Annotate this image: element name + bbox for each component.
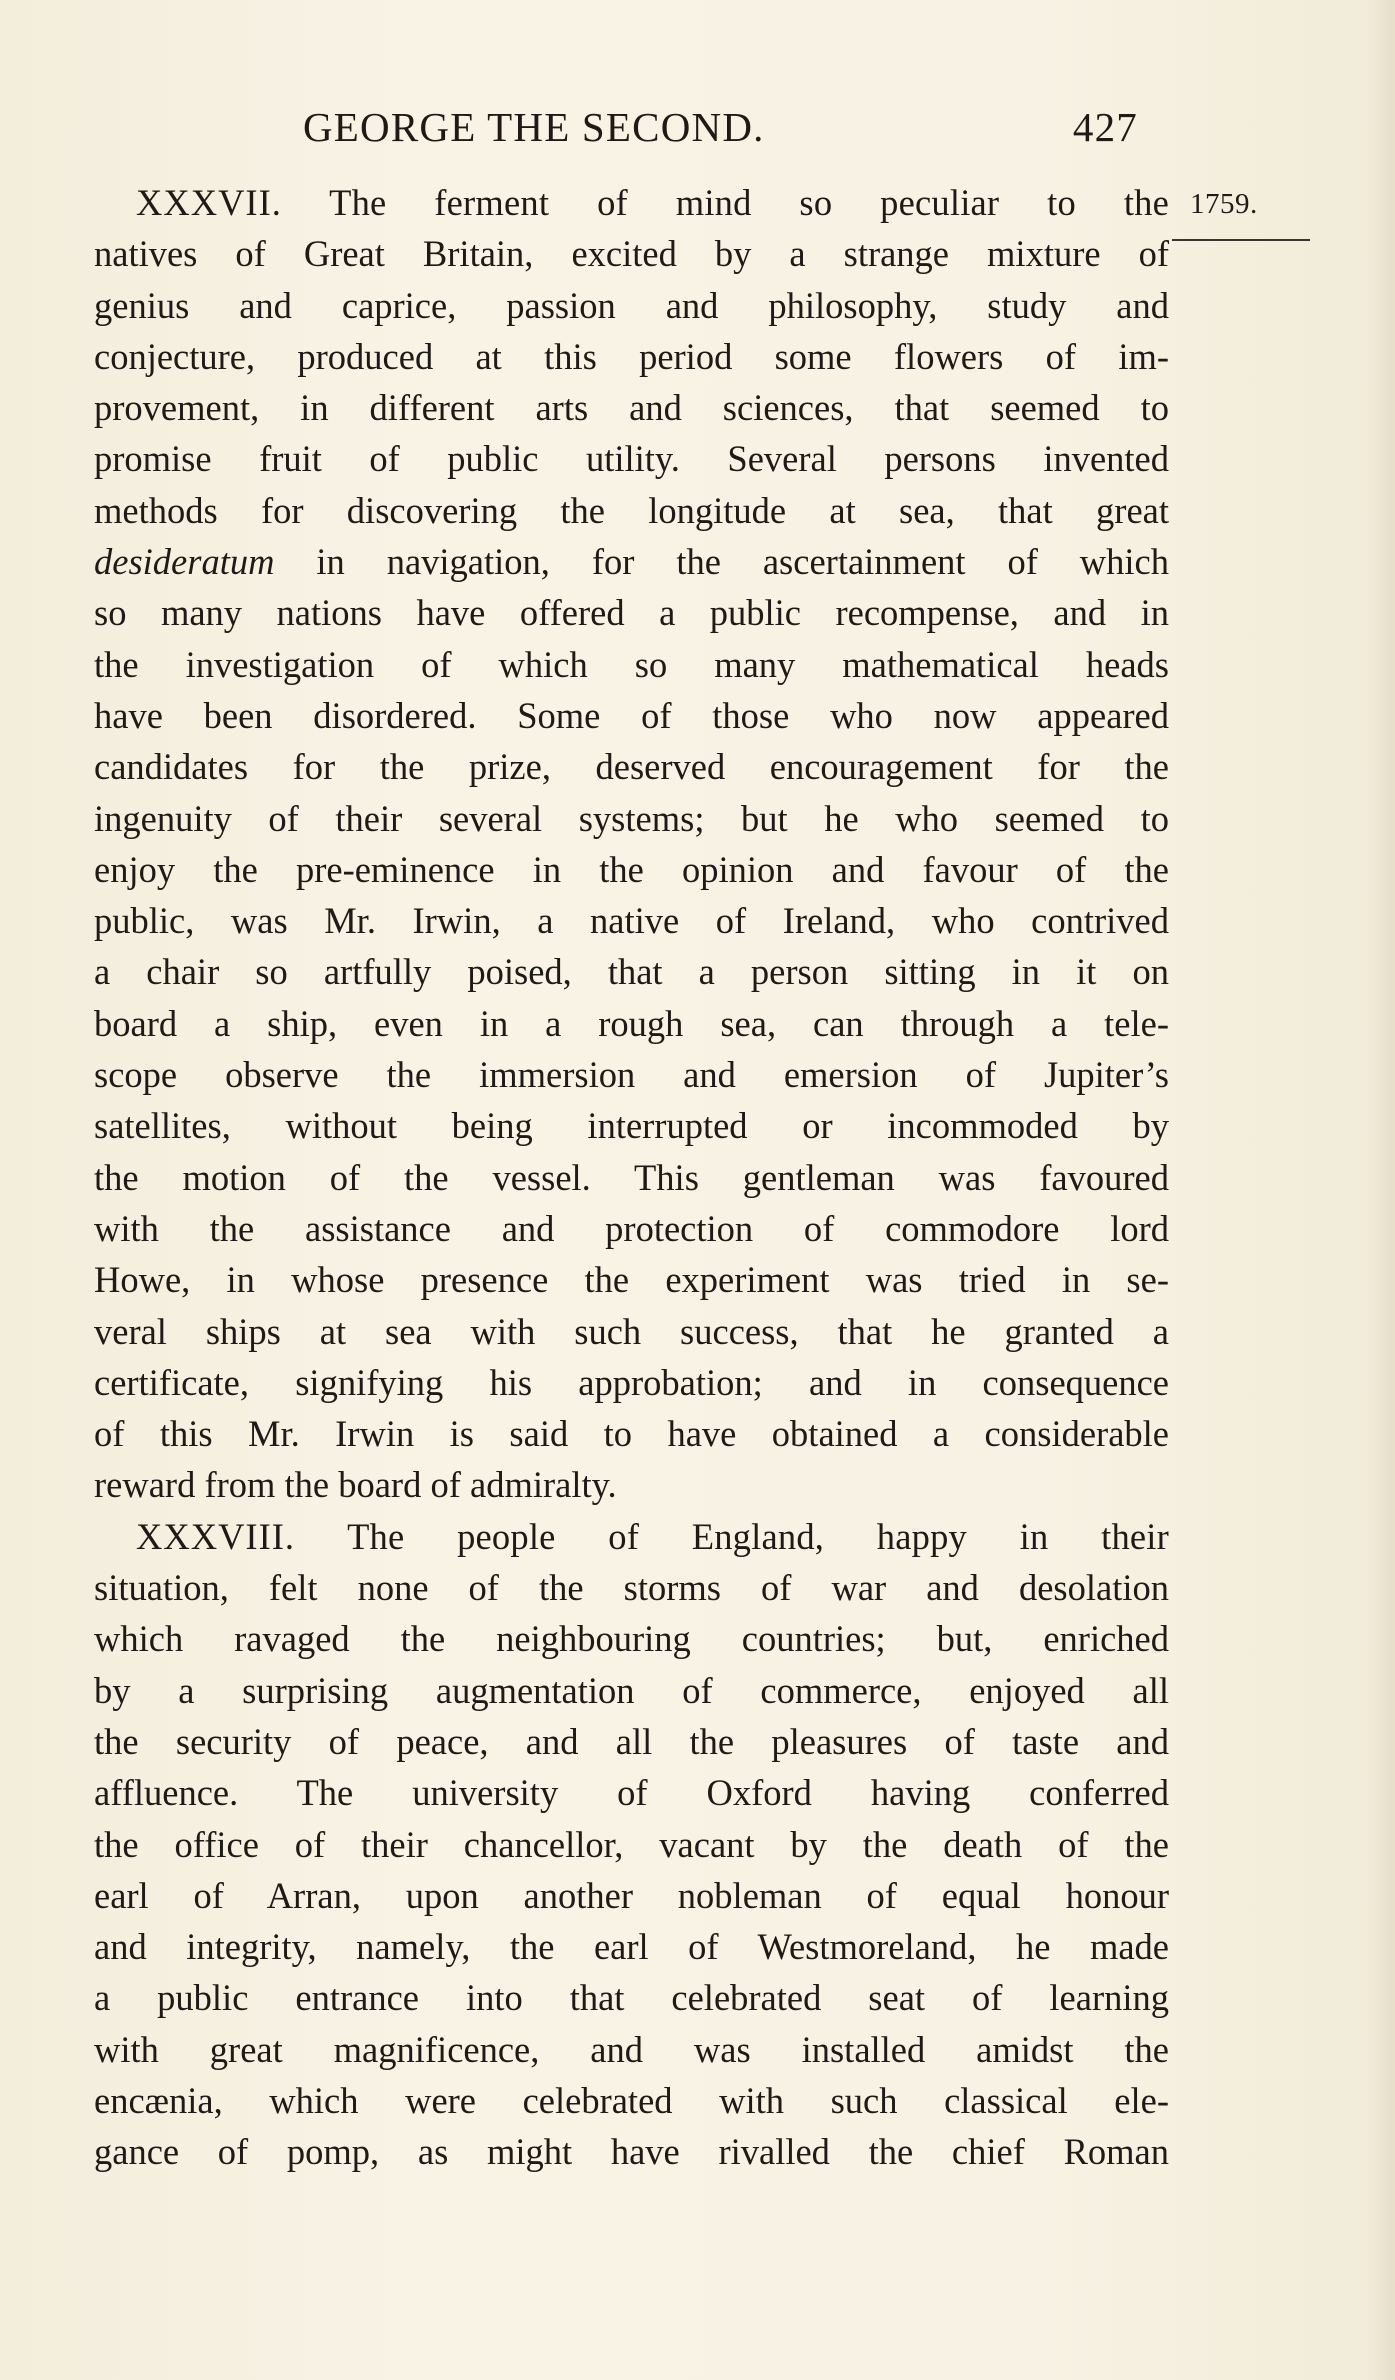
text-line: promise fruit of public utility. Several persons invented (94, 438, 1169, 480)
margin-rule (1172, 239, 1310, 241)
margin-year: 1759. (1190, 188, 1258, 220)
section-number: XXXVIII. (136, 1515, 296, 1557)
text-line: affluence. The university of Oxford having conferred (94, 1772, 1169, 1814)
text-line: the security of peace, and all the pleasures of taste and (94, 1720, 1169, 1762)
text-line: reward from the board of admiralty. (94, 1464, 617, 1506)
text-line: of this Mr. Irwin is said to have obtained a considerable (94, 1413, 1169, 1455)
text-line: scope observe the immersion and emersion of Jupiter’s (94, 1054, 1169, 1096)
text-line: certificate, signifying his approbation; and in consequence (94, 1361, 1169, 1403)
running-head (303, 98, 1138, 156)
paragraph-xxxvii (94, 177, 1169, 1511)
text-line: gance of pomp, as might have rivalled the chief Roman (94, 2131, 1169, 2173)
text-line: genius and caprice, passion and philosophy, study and (94, 284, 1169, 326)
text-line: conjecture, produced at this period some flowers of im- (94, 335, 1169, 377)
text-line: public, was Mr. Irwin, a native of Ireland, who contrived (94, 900, 1169, 942)
line-text: The people of England, happy in their (347, 1515, 1169, 1557)
text-line: and integrity, namely, the earl of Westmoreland, he made (94, 1926, 1169, 1968)
text-line: Howe, in whose presence the experiment was tried in se- (94, 1259, 1169, 1301)
text-line: earl of Arran, upon another nobleman of equal honour (94, 1874, 1169, 1916)
running-title: GEORGE THE SECOND. (303, 104, 765, 150)
text-line: the motion of the vessel. This gentleman was favoured (94, 1156, 1169, 1198)
text-line: methods for discovering the longitude at sea, that great (94, 489, 1169, 531)
body-text (94, 177, 1169, 2178)
text-line: veral ships at sea with such success, that he granted a (94, 1310, 1169, 1352)
line-text: The ferment of mind so peculiar to the (329, 182, 1170, 223)
text-line: with great magnificence, and was installed amidst the (94, 2028, 1169, 2070)
text-line (94, 177, 1169, 228)
text-line: provement, in different arts and sciences, that seemed to (94, 387, 1169, 429)
text-line: so many nations have offered a public recompense, and in (94, 592, 1169, 634)
paragraph-xxxviii (94, 1511, 1169, 2178)
text-line: the office of their chancellor, vacant by the death of the (94, 1823, 1169, 1865)
text-line: satellites, without being interrupted or incommoded by (94, 1105, 1169, 1147)
text-line: a chair so artfully poised, that a person sitting in it on (94, 951, 1169, 993)
text-line: the investigation of which so many mathematical heads (94, 643, 1169, 685)
text-line: natives of Great Britain, excited by a strange mixture of (94, 233, 1169, 275)
text-line: have been disordered. Some of those who now appeared (94, 694, 1169, 736)
line-text: in navigation, for the ascertainment of which (316, 541, 1169, 583)
text-line: situation, felt none of the storms of war and desolation (94, 1567, 1169, 1609)
page-number: 427 (1072, 104, 1138, 150)
text-line (94, 536, 1169, 587)
text-line: board a ship, even in a rough sea, can through a tele- (94, 1002, 1169, 1044)
text-line: which ravaged the neighbouring countries; but, enriched (94, 1618, 1169, 1660)
text-line: a public entrance into that celebrated seat of learning (94, 1977, 1169, 2019)
text-line: with the assistance and protection of commodore lord (94, 1207, 1169, 1249)
page-edge-shadow (1367, 0, 1395, 2380)
text-line: enjoy the pre-eminence in the opinion and favour of the (94, 848, 1169, 890)
text-line: ingenuity of their several systems; but he who seemed to (94, 797, 1169, 839)
text-line: by a surprising augmentation of commerce, enjoyed all (94, 1669, 1169, 1711)
text-line: candidates for the prize, deserved encouragement for the (94, 746, 1169, 788)
section-number: XXXVII. (136, 182, 282, 223)
text-line: encænia, which were celebrated with such classical ele- (94, 2079, 1169, 2121)
text-line (94, 1511, 1169, 1562)
italic-term: desideratum (94, 541, 275, 583)
